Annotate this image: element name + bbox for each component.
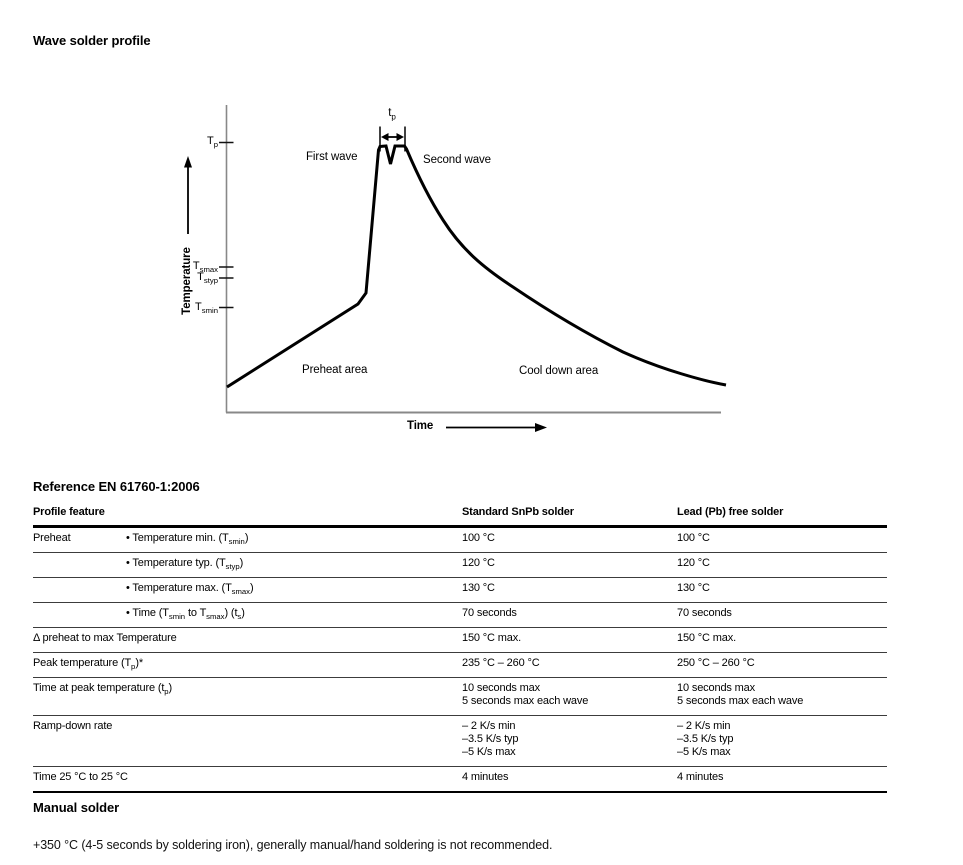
- snpb-value: 70 seconds: [462, 603, 677, 628]
- snpb-value: 4 minutes: [462, 767, 677, 793]
- snpb-value: 150 °C max.: [462, 628, 677, 653]
- feature-group: Peak temperature $(T_p)*$: [33, 657, 143, 672]
- temperature-arrowhead-icon: [184, 156, 192, 168]
- pbfree-value: 100 °C: [677, 527, 887, 553]
- feature-group: Ramp-down rate: [33, 720, 113, 732]
- snpb-value: 235 °C – 260 °C: [462, 653, 677, 678]
- pbfree-value: 10 seconds max 5 seconds max each wave: [677, 678, 887, 716]
- table-header-row: [33, 506, 887, 527]
- second-wave-label: Second wave: [423, 154, 491, 166]
- y-axis-title: Temperature: [181, 247, 193, 315]
- tp-arrowhead-right-icon: [397, 133, 405, 141]
- pbfree-value: 4 minutes: [677, 767, 887, 793]
- time-arrowhead-icon: [535, 423, 547, 432]
- pbfree-value: 250 °C – 260 °C: [677, 653, 887, 678]
- pbfree-value: 150 °C max.: [677, 628, 887, 653]
- column-header-pbfree: Lead (Pb) free solder: [677, 506, 887, 527]
- feature-item: • Temperature typ. $(T_{styp})$: [126, 557, 244, 572]
- manual-solder-text: +350 °C (4-5 seconds by soldering iron), generally manual/hand soldering is not recommended.: [33, 838, 553, 852]
- feature-item: • Temperature max. $(T_{smax})$: [126, 582, 254, 597]
- pbfree-value: 130 °C: [677, 578, 887, 603]
- table-row: [33, 628, 887, 653]
- first-wave-label: First wave: [306, 151, 358, 163]
- feature-group: [33, 607, 126, 620]
- table-row: [33, 653, 887, 678]
- pbfree-value: 120 °C: [677, 553, 887, 578]
- table-row: [33, 527, 887, 553]
- feature-group: Δ preheat to max Temperature: [33, 632, 177, 644]
- table-row: [33, 578, 887, 603]
- feature-group: [33, 582, 126, 595]
- solder-profile-curve: [227, 146, 726, 387]
- feature-group: Preheat: [33, 532, 71, 544]
- y-tick-label-tp: $T_p$: [206, 135, 218, 150]
- reference-heading: Reference EN 61760-1:2006: [33, 479, 200, 494]
- snpb-value: 10 seconds max 5 seconds max each wave: [462, 678, 677, 716]
- tp-arrowhead-left-icon: [381, 133, 389, 141]
- y-tick-label-tsmax: $T_{smax}$: [192, 259, 218, 274]
- feature-item: • Time ($T_{smin}$ to $T_{smax}$) $(t_s)$: [126, 607, 245, 622]
- table-row: [33, 678, 887, 716]
- feature-item: • Temperature min. $(T_{smin})$: [126, 532, 249, 547]
- snpb-value: 100 °C: [462, 527, 677, 553]
- table-row: [33, 716, 887, 767]
- column-header-profile-feature: Profile feature: [33, 506, 462, 527]
- preheat-area-label: Preheat area: [302, 364, 368, 376]
- solder-profile-table: [33, 506, 887, 793]
- tp-marker-label: $t_p$: [388, 107, 396, 122]
- y-tick-label-tstyp: $T_{styp}$: [197, 271, 218, 286]
- manual-solder-heading: Manual solder: [33, 800, 120, 815]
- table-row: [33, 603, 887, 628]
- snpb-value: – 2 K/s min –3.5 K/s typ –5 K/s max: [462, 716, 677, 767]
- feature-group: [33, 557, 126, 570]
- pbfree-value: – 2 K/s min –3.5 K/s typ –5 K/s max: [677, 716, 887, 767]
- feature-group: Time at peak temperature $(t_p)$: [33, 682, 173, 697]
- table-row: [33, 767, 887, 793]
- x-axis-title: Time: [407, 420, 434, 432]
- cool-down-area-label: Cool down area: [519, 365, 599, 377]
- feature-group: Time 25 °C to 25 °C: [33, 771, 128, 783]
- y-tick-label-tsmin: $T_{smin}$: [195, 300, 218, 315]
- column-header-snpb: Standard SnPb solder: [462, 506, 677, 527]
- page-title: Wave solder profile: [33, 33, 151, 48]
- pbfree-value: 70 seconds: [677, 603, 887, 628]
- snpb-value: 120 °C: [462, 553, 677, 578]
- snpb-value: 130 °C: [462, 578, 677, 603]
- table-row: [33, 553, 887, 578]
